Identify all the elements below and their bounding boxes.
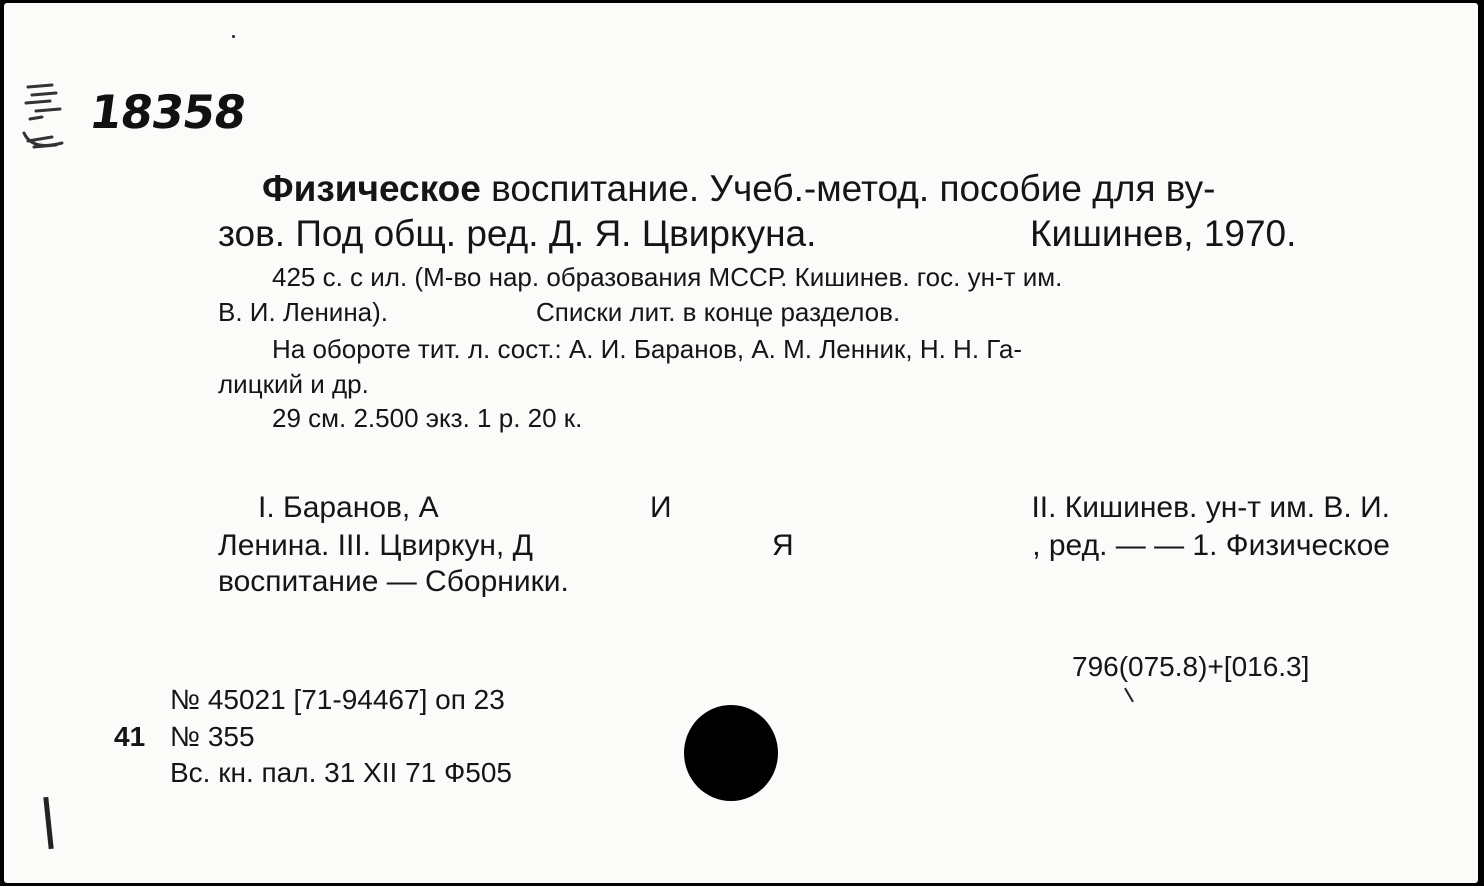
tracing-line-3: воспитание — Сборники. — [218, 565, 569, 598]
desc-line-2-b: Списки лит. в конце разделов. — [536, 297, 901, 327]
title-line-2-a: зов. Под общ. ред. Д. Я. Цвиркуна. — [218, 213, 817, 254]
tracing-line-1 — [258, 493, 1390, 523]
punch-hole — [684, 705, 778, 801]
margin-mark — [43, 797, 53, 849]
title-line-2 — [218, 215, 1338, 252]
desc-line-2-a: В. И. Ленина). — [218, 297, 389, 327]
title-bold-word: Физическое — [262, 168, 481, 209]
record-line-3: Вс. кн. пал. 31 XII 71 Ф505 — [170, 757, 513, 788]
title-line-2-b: Кишинев, 1970. — [1030, 213, 1297, 254]
desc-line-4: лицкий и др. — [218, 369, 369, 399]
record-line-2: № 355 — [170, 721, 255, 752]
tracing-2-c: , ред. — — 1. Физическое — [1032, 529, 1390, 562]
desc-line-2 — [218, 299, 1118, 325]
speck-mark — [232, 35, 235, 38]
tracing-1-a: I. Баранов, А — [258, 491, 439, 524]
tracing-1-b: И — [650, 491, 672, 524]
stamp-mark — [22, 81, 68, 159]
desc-line-3: На обороте тит. л. сост.: А. И. Баранов, А. М. Ленник, Н. Н. Га- — [272, 334, 1023, 364]
tick-mark — [1124, 688, 1134, 703]
classification-code: 796(075.8)+[016.3] — [1072, 651, 1310, 682]
catalog-card — [4, 3, 1478, 883]
title-rest: воспитание. Учеб.-метод. пособие для ву- — [491, 168, 1216, 209]
record-prefix: 41 — [114, 721, 146, 752]
desc-line-1: 425 с. с ил. (М-во нар. образования МССР. Кишинев. гос. ун-т им. — [272, 262, 1063, 292]
tracing-2-b: Я — [772, 529, 794, 562]
tracing-2-a: Ленина. III. Цвиркун, Д — [218, 529, 533, 562]
record-line-1: № 45021 [71-94467] оп 23 — [170, 684, 505, 715]
desc-line-5: 29 см. 2.500 экз. 1 р. 20 к. — [272, 403, 583, 433]
tracing-1-c: II. Кишинев. ун-т им. В. И. — [1031, 491, 1390, 524]
tracing-line-2 — [218, 531, 1390, 561]
handwritten-number: 18358 — [86, 85, 249, 139]
title-line-1 — [262, 170, 1215, 207]
